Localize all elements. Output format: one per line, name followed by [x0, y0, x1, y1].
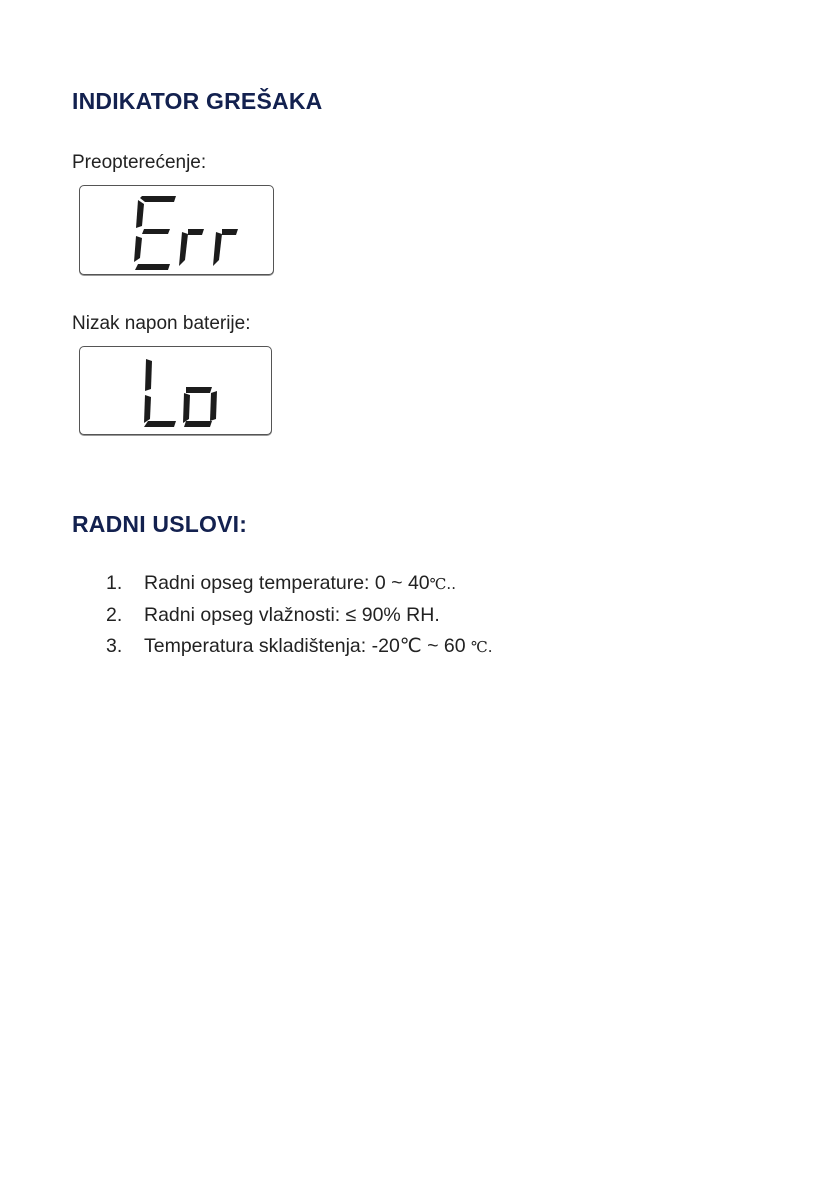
condition-item [106, 600, 493, 632]
lcd-display-err [79, 185, 274, 275]
section-title-conditions: RADNI USLOVI: [72, 511, 248, 537]
item-number: 2. [106, 603, 123, 626]
item-number: 1. [106, 572, 123, 594]
item-text: Radni opseg temperature: 0 ~ 40 [144, 572, 430, 594]
section-title-errors: INDIKATOR GREŠAKA [72, 88, 323, 114]
lcd-err-digits [80, 186, 273, 274]
conditions-list [106, 568, 493, 663]
low-battery-label: Nizak napon baterije: [72, 313, 251, 334]
lcd-lo-digits [80, 347, 271, 434]
overload-label: Preopterećenje: [72, 152, 207, 173]
item-unit: ℃.. [429, 575, 456, 593]
lcd-display-lo [79, 346, 272, 435]
condition-item [106, 568, 493, 600]
item-text: Radni opseg vlažnosti: ≤ 90% RH. [144, 603, 440, 626]
item-text: Temperatura skladištenja: -20℃ ~ 60 [144, 635, 472, 657]
condition-item [106, 631, 493, 663]
item-number: 3. [106, 635, 123, 657]
item-unit: ℃. [471, 638, 493, 656]
